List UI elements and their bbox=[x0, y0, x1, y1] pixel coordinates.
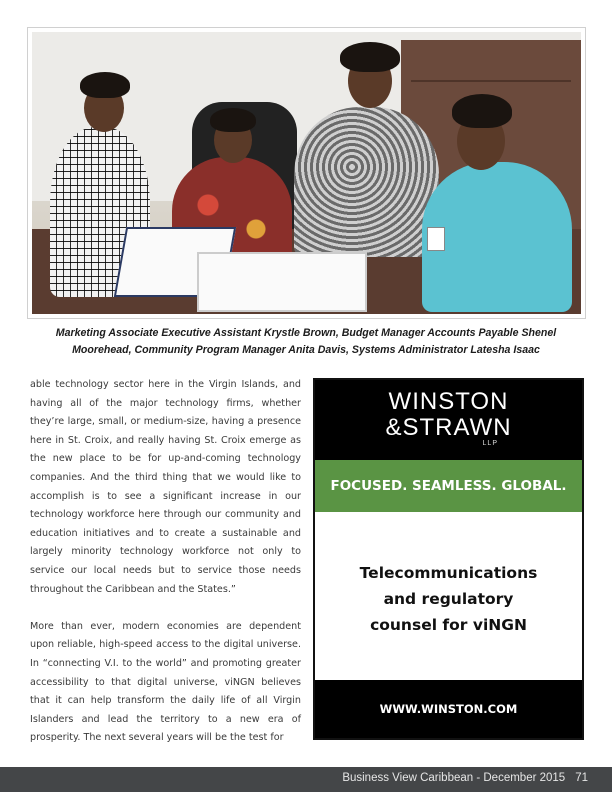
footer-text bbox=[342, 772, 588, 784]
ad-url-link[interactable]: WWW.WINSTON.COM bbox=[315, 680, 582, 738]
photo-caption bbox=[30, 325, 582, 359]
ad-tagline: FOCUSED. SEAMLESS. GLOBAL. bbox=[315, 460, 582, 512]
caption-line: Moorehead, Community Program Manager Anita Davis, Systems Administrator Latesha Isaac bbox=[72, 344, 540, 356]
caption-line: Marketing Associate Executive Assistant Krystle Brown, Budget Manager Accounts Payable Shenel bbox=[55, 327, 557, 339]
person-hair bbox=[452, 94, 512, 128]
page-footer bbox=[0, 767, 612, 792]
photo-binder bbox=[197, 252, 367, 312]
person-hair bbox=[210, 108, 256, 132]
ad-logo-line: &STRAWN bbox=[385, 414, 512, 441]
article-paragraph: More than ever, modern economies are dependent upon reliable, high-speed access to the digital universe. In “connecting V.I. to the world” and promoting greater accessibility to that digital universe, viNGN believes that it can help transform the daily life of all Virgin Islanders and lead the territory to a new era of prosperity. The next several years will be the test for bbox=[30, 620, 301, 744]
ad-message bbox=[315, 560, 582, 638]
person-hair bbox=[80, 72, 130, 98]
ad-message-line: Telecommunications bbox=[359, 564, 538, 582]
article-column bbox=[30, 376, 301, 748]
ad-message-line: and regulatory bbox=[383, 590, 514, 608]
ad-message-line: counsel for viNGN bbox=[370, 616, 527, 634]
winston-strawn-ad[interactable] bbox=[313, 378, 584, 740]
page-number: 71 bbox=[575, 772, 588, 784]
person-hair bbox=[340, 42, 400, 72]
person-anita-davis bbox=[294, 107, 439, 257]
ad-logo-llp: LLP bbox=[482, 440, 498, 447]
article-paragraph: able technology sector here in the Virgin Islands, and having all of the major technology firms, whether they’re large, small, or medium-size, having a presence here in St. Croix, and really having St. Croix emerge as the new place to be for up-and-coming technology companies. And the third thing that we would like to accomplish is to see a significant increase in our technology workforce here through our community and education initiatives and to create a sustainable and largely minority technology workforce not only to service our local needs but to service those needs throughout the Caribbean and the States.” bbox=[30, 379, 301, 595]
photo-id-badge bbox=[427, 227, 445, 251]
ad-logo-line: WINSTON bbox=[388, 388, 509, 415]
ad-logo-block bbox=[315, 380, 582, 460]
footer-publication: Business View Caribbean - December 2015 bbox=[342, 772, 566, 784]
team-photo bbox=[28, 28, 585, 318]
